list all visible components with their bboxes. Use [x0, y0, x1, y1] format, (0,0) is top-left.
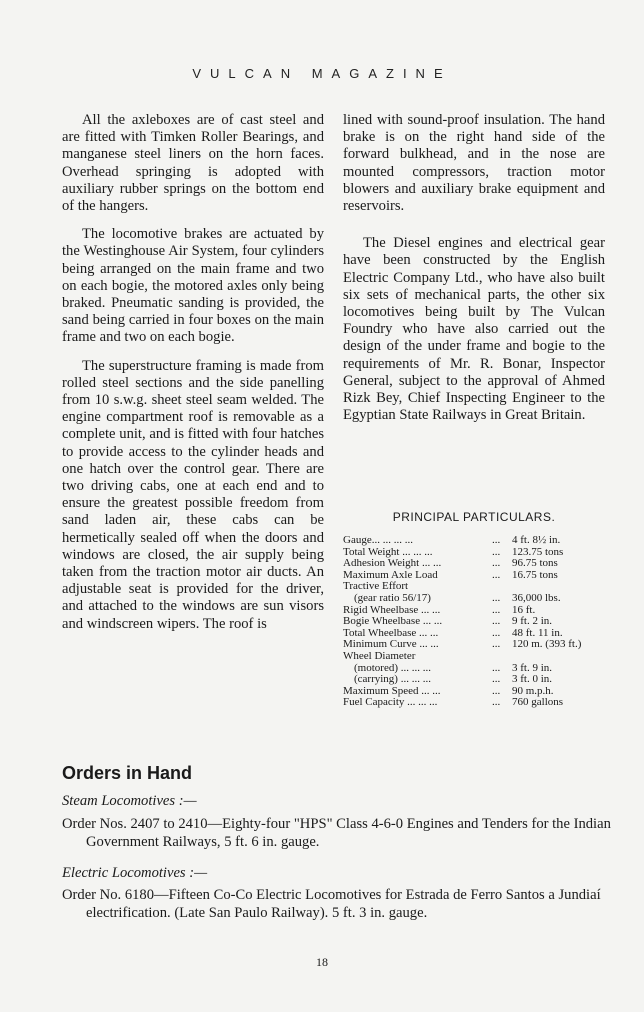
masthead: VULCAN MAGAZINE — [192, 66, 452, 81]
particulars-label: Total Wheelbase ... ... — [343, 626, 439, 639]
paragraph: All the axleboxes are of cast steel and are fitted with Timken Roller Bearings, and manganese steel liners on the horn faces. Overhead springing is adopted with auxiliary rubber springs on the bottom end of the hangers. — [62, 112, 324, 215]
particulars-label: Gauge... ... ... ... — [343, 534, 413, 546]
paragraph: The locomotive brakes are actuated by the Westinghouse Air System, four cylinders being arranged on the main frame and two on each bogie, the motored axles only being braked. Pneumatic sanding is provided, the sand being carried in four boxes on the main frame and two on each bogie. — [62, 226, 324, 346]
particulars-label: (gear ratio 56/17) — [354, 591, 431, 604]
particulars-value: 16.75 tons — [512, 568, 558, 581]
particulars-leader: ... — [492, 534, 501, 546]
orders-heading: Orders in Hand — [62, 763, 193, 783]
electric-order: Order No. 6180—Fifteen Co-Co Electric Locomotives for Estrada de Ferro Santos a Jundiaí electrification. (Late San Paulo Railway). 5 ft. 3 in. gauge. — [62, 887, 601, 921]
particulars-label: Adhesion Weight ... ... — [343, 557, 442, 570]
particulars-title: PRINCIPAL PARTICULARS. — [392, 510, 556, 524]
particulars-value: 48 ft. 11 in. — [512, 626, 563, 639]
particulars-label: Maximum Axle Load — [343, 568, 438, 581]
particulars-label: Bogie Wheelbase ... ... — [343, 615, 443, 628]
steam-order: Order Nos. 2407 to 2410—Eighty-four "HPS" Class 4-6-0 Engines and Tenders for the Indian Government Railways, 5 ft. 6 in. gauge. — [62, 816, 611, 850]
particulars-label: Tractive Effort — [343, 580, 409, 593]
particulars-value — [510, 651, 605, 663]
particulars-leader — [492, 651, 510, 663]
particulars-label: Rigid Wheelbase ... ... — [343, 603, 441, 616]
paragraph: lined with sound-proof insulation. The hand brake is on the right hand side of the forward bulkhead, and in the nose are mounted compressors, traction motor blowers and auxiliary brake equipment and reservoirs. — [343, 112, 605, 215]
paragraph: The superstructure framing is made from rolled steel sections and the side panelling from 10 s.w.g. sheet steel seam welded. The engine compartment roof is removable as a complete unit, and is fitted with four hatches to provide access to the cylinder heads and one hatch over the control gear. There are two driving cabs, one at each end and to ensure the greatest possible freedom from sand laden air, these cabs can be hermetically sealed off when the doors and windows are closed, the air supply being taken from the traction motor air ducts. An adjustable seat is provided for the driver, and attached to the windows are sun visors and windscreen wipers. The roof is — [62, 357, 324, 632]
steam-subheading: Steam Locomotives :— — [62, 793, 197, 809]
particulars-row — [343, 616, 605, 628]
particulars-label: Total Weight ... ... ... — [343, 545, 433, 558]
particulars-value: 123.75 tons — [512, 545, 564, 558]
right-column — [343, 112, 605, 435]
particulars-label: Fuel Capacity ... ... ... — [343, 696, 438, 709]
particulars-table — [343, 535, 605, 709]
particulars-leader: ... — [492, 568, 501, 581]
electric-subheading: Electric Locomotives :— — [62, 865, 208, 881]
particulars-label: Maximum Speed ... ... — [343, 684, 441, 697]
particulars-leader: ... — [492, 638, 501, 651]
particulars-row — [343, 593, 605, 605]
particulars-value: 3 ft. 0 in. — [512, 673, 553, 686]
particulars-leader: ... — [492, 591, 501, 604]
particulars-leader: ... — [492, 661, 501, 674]
particulars-row — [343, 697, 605, 709]
paragraph: The Diesel engines and electrical gear have been constructed by the English Electric Company Ltd., who have also built six sets of mechanical parts, the other six locomotives being built by The Vulcan Foundry who have also carried out the design of the under frame and bogie to the requirements of Mr. R. Bonar, Inspector General, subject to the approval of Ahmed Rizk Bey, Chief Inspecting Engineer to the Egyptian State Railways in Great Britain. — [343, 235, 605, 424]
particulars-label: Minimum Curve ... ... — [343, 638, 439, 651]
particulars-value: 16 ft. — [512, 603, 536, 616]
particulars-row — [343, 674, 605, 686]
particulars-label: Wheel Diameter — [343, 649, 416, 662]
particulars-label: (motored) ... ... ... — [354, 661, 431, 674]
particulars-leader: ... — [492, 557, 501, 570]
particulars-leader: ... — [492, 545, 501, 558]
particulars-value: 9 ft. 2 in. — [512, 615, 553, 628]
particulars-value: 760 gallons — [512, 696, 564, 709]
particulars-value: 3 ft. 9 in. — [512, 661, 553, 674]
particulars-leader: ... — [492, 673, 501, 686]
particulars-leader: ... — [492, 684, 501, 697]
page-number: 18 — [316, 955, 328, 969]
particulars-leader: ... — [492, 626, 501, 639]
particulars-leader: ... — [492, 615, 501, 628]
particulars-label: (carrying) ... ... ... — [354, 673, 431, 686]
particulars-value: 120 m. (393 ft.) — [512, 638, 582, 651]
particulars-value: 96.75 tons — [512, 557, 558, 570]
particulars-value: 90 m.p.h. — [512, 684, 554, 697]
particulars-value: 4 ft. 8½ in. — [512, 534, 561, 546]
particulars-row — [343, 651, 605, 663]
particulars-leader: ... — [492, 696, 501, 709]
left-column — [62, 112, 324, 644]
particulars-value: 36,000 lbs. — [512, 591, 561, 604]
particulars-row — [343, 535, 605, 547]
particulars-leader: ... — [492, 603, 501, 616]
